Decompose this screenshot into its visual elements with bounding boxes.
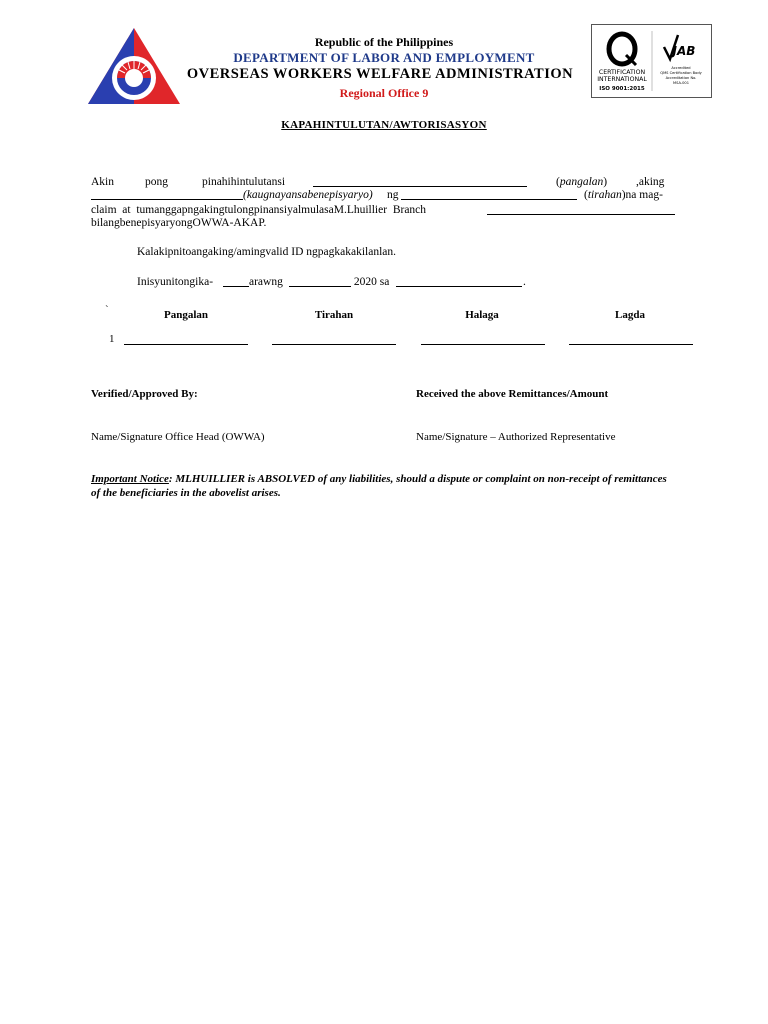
notice-label: Important Notice (91, 473, 169, 485)
paragraph-line-2 (91, 189, 675, 203)
label-pangalan: pangalan (559, 176, 604, 188)
word-pong: pong (145, 176, 168, 188)
header-lagda: Lagda (615, 309, 645, 321)
word-aking: ,aking (636, 176, 665, 188)
department-heading: DEPARTMENT OF LABOR AND EMPLOYMENT (233, 50, 535, 65)
month-field-line[interactable] (289, 286, 351, 287)
svg-text:JAB: JAB (672, 44, 696, 58)
attachment-note: Kalakipnitoangaking/amingvalid ID ngpagkakakilanlan. (137, 246, 396, 258)
date-line (137, 276, 537, 290)
place-field-line[interactable] (396, 286, 522, 287)
paren-open-2: ( (584, 189, 588, 201)
relationship-field-line[interactable] (91, 199, 243, 200)
notice-text: : MLHUILLIER is ABSOLVED of any liabilities, should a dispute or complaint on non-receipt of remittances of the beneficiaries in the abovelist arises. (91, 473, 667, 499)
paragraph-line-4: bilangbenepisyaryongOWWA-AKAP. (91, 217, 267, 229)
agency-heading: OVERSEAS WORKERS WELFARE ADMINISTRATION (186, 66, 574, 82)
name-field-line[interactable] (313, 186, 527, 187)
label-kaugnayan: (kaugnayansabenepisyaryo) (243, 189, 373, 201)
branch-field-line[interactable] (487, 214, 675, 215)
regional-office-heading: Regional Office 9 (339, 86, 429, 100)
header-pangalan: Pangalan (163, 309, 208, 321)
header-halaga: Halaga (465, 309, 499, 321)
paragraph-line-3 (91, 204, 675, 218)
republic-heading: Republic of the Philippines (314, 35, 454, 49)
document-title: KAPAHINTULUTAN/AWTORISASYON (281, 119, 487, 131)
text-inisyu: Inisyunitongika- (137, 276, 214, 288)
svg-text:INTERNATIONAL: INTERNATIONAL (597, 76, 647, 83)
word-akin: Akin (91, 176, 114, 188)
paren-open: ( (556, 176, 560, 188)
text-year-sa: 2020 sa (351, 276, 390, 288)
svg-text:Accredited: Accredited (671, 66, 691, 70)
header-tirahan: Tirahan (314, 309, 354, 321)
representative-signature: Name/Signature – Authorized Representative (416, 431, 616, 443)
row-1-tirahan-line[interactable] (272, 344, 396, 345)
svg-text:Accreditation No.: Accreditation No. (665, 76, 697, 80)
row-1-halaga-line[interactable] (421, 344, 545, 345)
verified-label: Verified/Approved By: (91, 388, 198, 400)
row-1-pangalan-line[interactable] (124, 344, 248, 345)
stray-tick: ` (105, 304, 109, 316)
svg-text:ISO 9001:2015: ISO 9001:2015 (599, 86, 645, 92)
text-arawng: arawng (249, 276, 283, 288)
svg-text:QMS Certification Body: QMS Certification Body (660, 71, 702, 75)
svg-text:MSA-001: MSA-001 (673, 81, 689, 85)
paragraph-line-1 (91, 176, 675, 190)
text-claim: claim at tumanggapngakingtulongpinansiyalmulasaM.Lhuillier Branch (91, 204, 427, 216)
day-field-line[interactable] (223, 286, 249, 287)
word-pinahihintulutansi: pinahihintulutansi (202, 176, 286, 188)
word-ng: ng (387, 189, 399, 201)
label-tirahan: tirahan (587, 189, 622, 201)
address-field-line[interactable] (401, 199, 577, 200)
row-number: 1 (109, 333, 115, 345)
text-na-mag: )na mag- (621, 189, 663, 201)
text-period: . (523, 276, 526, 288)
important-notice (91, 472, 671, 500)
paren-close: ) (603, 176, 608, 188)
received-label: Received the above Remittances/Amount (416, 388, 609, 400)
office-head-signature: Name/Signature Office Head (OWWA) (91, 431, 265, 443)
svg-text:CERTIFICATION: CERTIFICATION (598, 69, 646, 76)
row-1-lagda-line[interactable] (569, 344, 693, 345)
